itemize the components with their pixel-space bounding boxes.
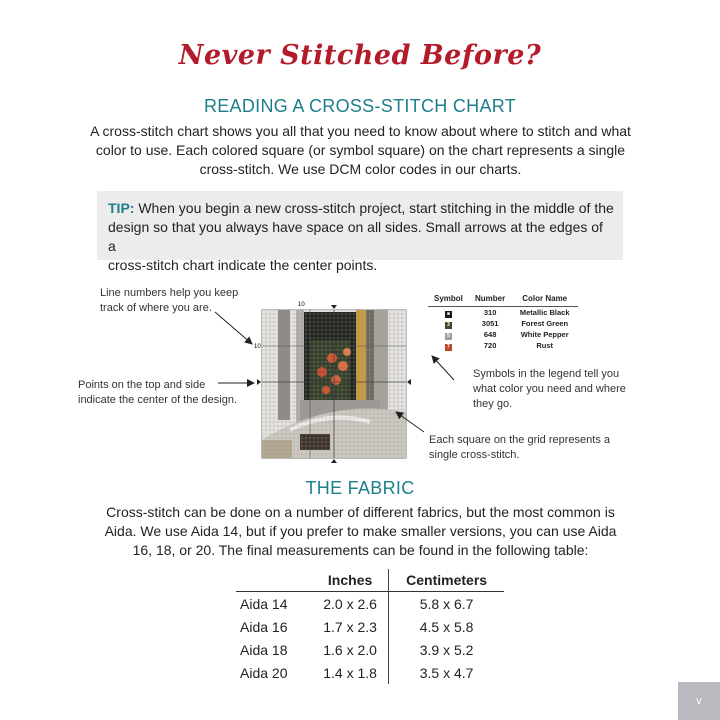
legend-color-name: Rust <box>536 341 554 350</box>
text-line: cross-stitch chart indicate the center points. <box>108 257 378 273</box>
legend-header: Symbol <box>428 293 469 307</box>
legend-row <box>428 340 578 351</box>
text-line: indicate the center of the design. <box>78 394 237 406</box>
text-line: Aida. We use Aida 14, but if you prefer to make smaller versions, you can use Aida <box>104 523 617 539</box>
text-line: 16, 18, or 20. The final measurements can be found in the following table: <box>132 542 589 558</box>
callout-grid-square <box>429 433 610 463</box>
callout-center-points <box>78 378 237 408</box>
text-line: they go. <box>473 398 513 410</box>
table-header: Inches <box>312 569 389 592</box>
legend-number: 3051 <box>481 319 499 328</box>
legend-symbol-swatch: 3 <box>445 322 452 329</box>
size-centimeters: 3.9 x 5.2 <box>389 638 504 661</box>
table-row <box>236 615 504 638</box>
tip-label: TIP: <box>108 200 135 216</box>
fabric-name: Aida 16 <box>240 618 288 635</box>
section-heading-fabric: THE FABRIC <box>305 478 415 498</box>
page-title: Never Stitched Before? <box>178 40 542 71</box>
size-centimeters: 5.8 x 6.7 <box>389 592 504 616</box>
text-line: Symbols in the legend tell you <box>473 368 620 380</box>
legend-number: 720 <box>483 341 497 350</box>
size-inches: 2.0 x 2.6 <box>323 595 377 612</box>
size-centimeters: 3.5 x 4.7 <box>389 661 504 684</box>
section-heading-chart: READING A CROSS-STITCH CHART <box>203 96 517 116</box>
legend-color-name: Metallic Black <box>519 308 570 317</box>
arrow-line-numbers <box>215 312 252 344</box>
center-marker-right <box>407 379 411 385</box>
text-line: color to use. Each colored square (or symbol square) on the chart represents a single <box>95 142 626 158</box>
table-header <box>236 569 312 592</box>
fabric-name: Aida 18 <box>240 641 288 658</box>
text-line: Cross-stitch can be done on a number of different fabrics, but the most common is <box>106 504 615 520</box>
text-line: design so that you always have space on all sides. Small arrows at the edges of a <box>108 219 603 254</box>
text-line: A cross-stitch chart shows you all that you need to know about where to stitch and what <box>90 123 631 139</box>
fabric-name: Aida 14 <box>240 595 288 612</box>
table-header: Centimeters <box>389 569 504 592</box>
center-marker-bottom <box>331 459 337 463</box>
size-inches: 1.4 x 1.8 <box>323 664 377 681</box>
legend-number: 648 <box>483 330 497 339</box>
line-number-side: 10 <box>254 344 261 350</box>
text-line: cross-stitch. We use DCM color codes in our charts. <box>199 161 522 177</box>
legend-header: Color Name <box>511 293 578 307</box>
color-legend <box>428 293 578 351</box>
legend-symbol-swatch: 5 <box>445 333 452 340</box>
table-row <box>236 592 504 616</box>
fabric-name: Aida 20 <box>240 664 288 681</box>
legend-symbol-swatch: ■ <box>446 310 450 317</box>
text-line: Each square on the grid represents a <box>429 434 611 446</box>
legend-header: Number <box>469 293 512 307</box>
text-line: When you begin a new cross-stitch project, start stitching in the middle of the <box>134 200 614 216</box>
text-line: Line numbers help you keep <box>100 287 239 299</box>
callout-line-numbers <box>100 286 238 316</box>
legend-number: 310 <box>483 308 497 317</box>
text-line: what color you need and where <box>473 383 626 395</box>
legend-color-name: Forest Green <box>521 319 569 328</box>
center-marker-left <box>257 379 261 385</box>
size-inches: 1.6 x 2.0 <box>323 641 377 658</box>
callout-legend-symbols <box>473 367 626 412</box>
line-number-top: 10 <box>298 302 305 308</box>
size-inches: 1.7 x 2.3 <box>323 618 377 635</box>
legend-symbol-swatch: 7 <box>445 344 452 351</box>
table-row <box>236 638 504 661</box>
text-line: track of where you are. <box>100 302 212 314</box>
text-line: Points on the top and side <box>78 379 206 391</box>
center-marker-top <box>331 305 337 309</box>
page-number-tab: v <box>678 682 720 720</box>
legend-row <box>428 318 578 329</box>
size-centimeters: 4.5 x 5.8 <box>389 615 504 638</box>
fabric-paragraph <box>88 503 633 560</box>
table-row <box>236 661 504 684</box>
fabric-size-table <box>236 569 504 684</box>
legend-row <box>428 307 578 319</box>
legend-color-name: White Pepper <box>520 330 569 339</box>
text-line: single cross-stitch. <box>429 449 520 461</box>
legend-row <box>428 329 578 340</box>
arrow-legend <box>432 356 454 380</box>
